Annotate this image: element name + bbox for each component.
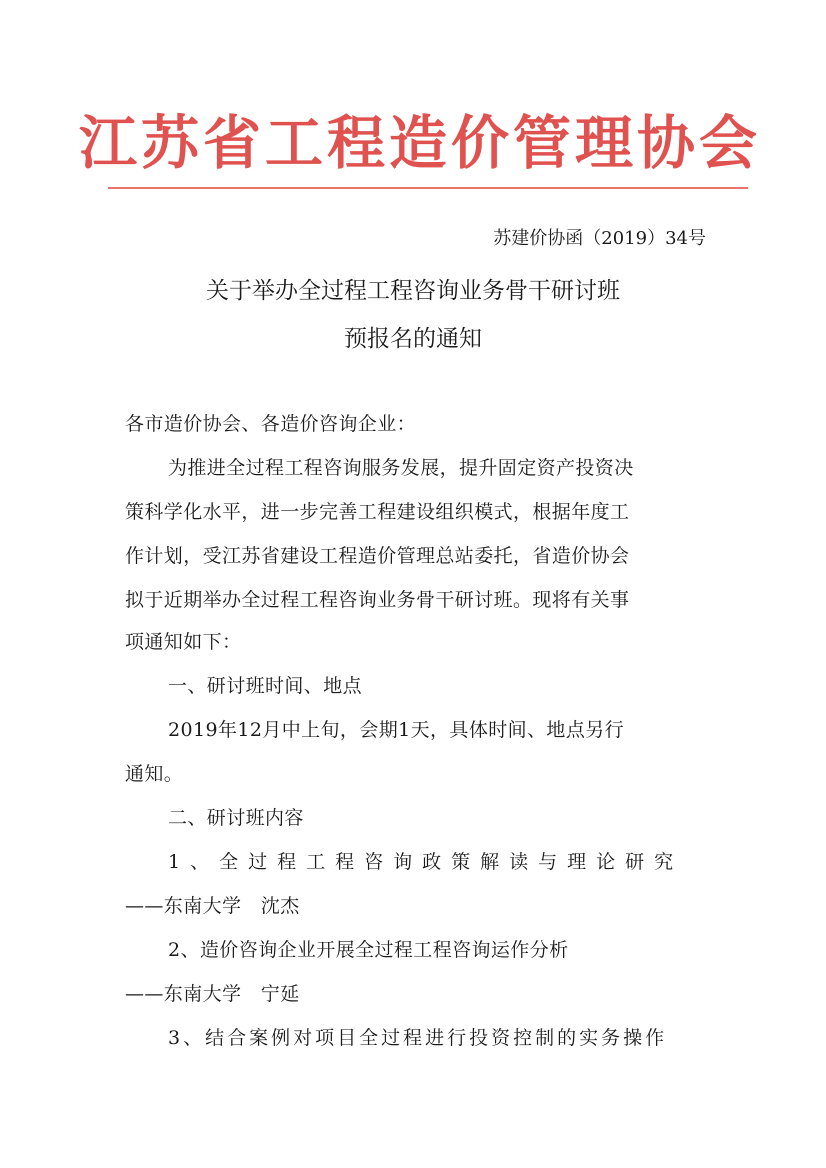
document-title-line-1: 关于举办全过程工程咨询业务骨干研讨班 — [206, 278, 620, 304]
document-number: 苏建价协函（2019）34号 — [493, 228, 706, 249]
content-item-2 — [168, 934, 569, 966]
content-item-1 — [168, 846, 683, 878]
item-text: 全过程工程咨询政策解读与理论研究 — [219, 851, 684, 873]
intro-line: 项通知如下： — [125, 631, 242, 653]
section-2-heading: 二、研讨班内容 — [168, 807, 304, 829]
section-1-line: 通知。 — [125, 763, 184, 785]
intro-line: 为推进全过程工程咨询服务发展，提升固定资产投资决 — [168, 457, 634, 479]
letterhead-divider — [108, 187, 748, 189]
section-1-heading: 一、研讨班时间、地点 — [168, 675, 363, 697]
letterhead-organization: 江苏省工程造价管理协会 — [78, 109, 761, 177]
item-text: 造价咨询企业开展全过程工程咨询运作分析 — [199, 939, 569, 961]
item-number: 3、 — [168, 1027, 206, 1049]
item-text: 结合案例对项目全过程进行投资控制的实务操作 — [205, 1027, 668, 1049]
intro-line: 拟于近期举办全过程工程咨询业务骨干研讨班。现将有关事 — [125, 589, 630, 611]
document-title-line-2: 预报名的通知 — [344, 326, 482, 352]
item-speaker: ——东南大学 沈杰 — [125, 895, 300, 917]
item-speaker: ——东南大学 宁延 — [125, 983, 300, 1005]
salutation: 各市造价协会、各造价咨询企业： — [125, 413, 417, 435]
item-number: 1、 — [168, 851, 220, 873]
intro-line: 作计划，受江苏省建设工程造价管理总站委托，省造价协会 — [125, 545, 630, 567]
section-1-line: 2019年12月中上旬，会期1天，具体时间、地点另行 — [168, 719, 625, 741]
item-number: 2、 — [168, 939, 200, 961]
content-item-3 — [168, 1022, 667, 1054]
intro-line: 策科学化水平，进一步完善工程建设组织模式，根据年度工 — [125, 501, 630, 523]
